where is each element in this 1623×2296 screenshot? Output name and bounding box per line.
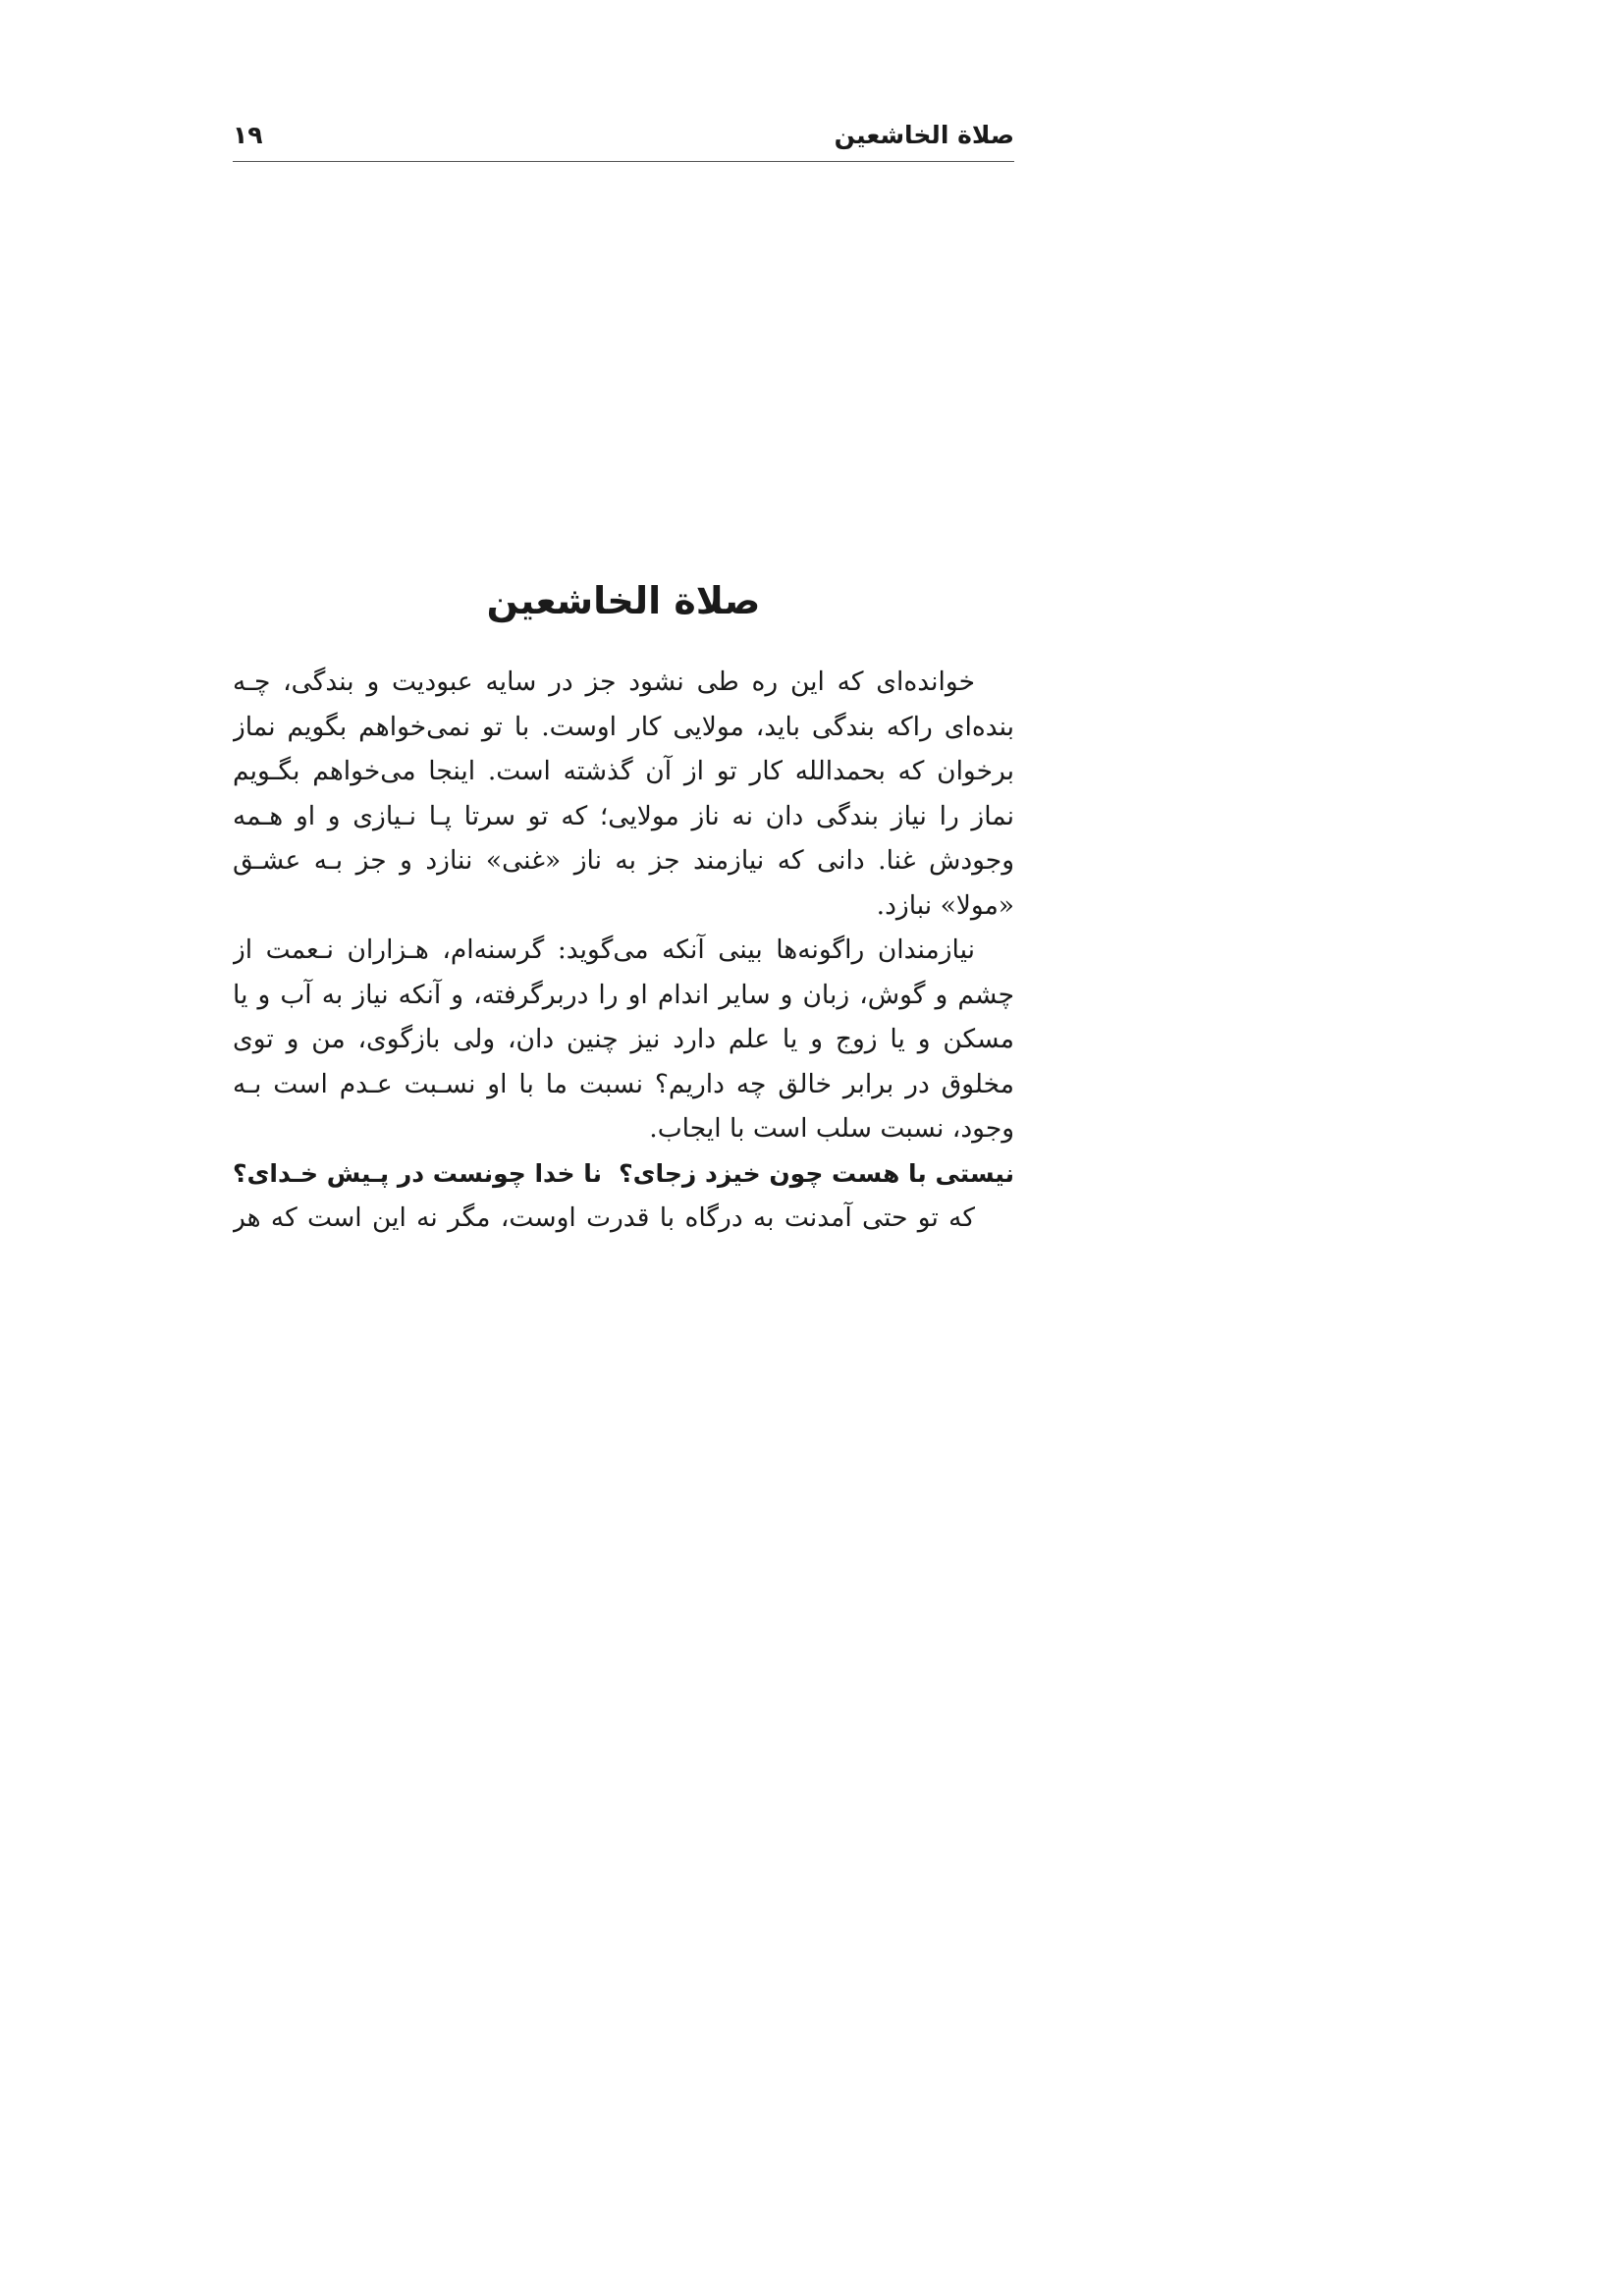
paragraph-3	[233, 1196, 1014, 1241]
text-line: نماز را نیاز بندگی دان نه ناز مولایی؛ که تو سرتا پـا نـیازی و او هـمه	[233, 800, 1014, 831]
text-line: برخوان که بحمدالله کار تو از آن گذشته است. اینجا می‌خواهم بگـویم	[233, 756, 1014, 786]
header-divider	[233, 161, 1014, 162]
verse-hemistich-1: نیستی با هست چون خیزد زجای؟	[619, 1158, 1014, 1188]
text-line: نیازمندان راگونه‌ها بینی آنکه می‌گوید: گرسنه‌ام، هـزاران نـعمت از	[233, 934, 975, 965]
paragraph-2	[233, 928, 1014, 1151]
paragraph-1	[233, 660, 1014, 928]
body-text	[233, 660, 1014, 1241]
verse-couplet	[233, 1151, 1014, 1197]
text-line: وجود، نسبت سلب است با ایجاب.	[649, 1113, 1014, 1144]
text-line: مخلوق در برابر خالق چه داریم؟ نسبت ما با او نسـبت عـدم است بـه	[233, 1068, 1014, 1099]
text-line: بنده‌ای راکه بندگی باید، مولایی کار اوست. با تو نمی‌خواهم بگویم نماز	[233, 711, 1014, 742]
text-line: که تو حتی آمدنت به درگاه با قدرت اوست، مگر نه این است که هر	[233, 1202, 975, 1233]
chapter-title: صلاة الخاشعين	[486, 579, 761, 622]
verse-hemistich-2: نا خدا چونست در پـیش خـدای؟	[233, 1158, 602, 1188]
page-number: ۱۹	[233, 121, 263, 149]
text-line: «مولا» نبازد.	[876, 889, 1014, 921]
text-line: چشم و گوش، زبان و سایر اندام او را دربرگرفته، و آنکه نیاز به آب و یا	[233, 979, 1014, 1010]
running-header	[233, 116, 1014, 155]
running-title: صلاة الخاشعين	[834, 121, 1014, 149]
text-line: وجودش غنا. دانی که نیازمند جز به ناز «غنی» ننازد و جز بـه عشـق	[233, 845, 1014, 876]
text-line: مسکن و یا زوج و یا علم دارد نیز چنین دان، ولی بازگوی، من و توی	[233, 1024, 1014, 1054]
text-line: خوانده‌ای که این ره طی نشود جز در سایه عبودیت و بندگی، چـه	[233, 667, 975, 697]
